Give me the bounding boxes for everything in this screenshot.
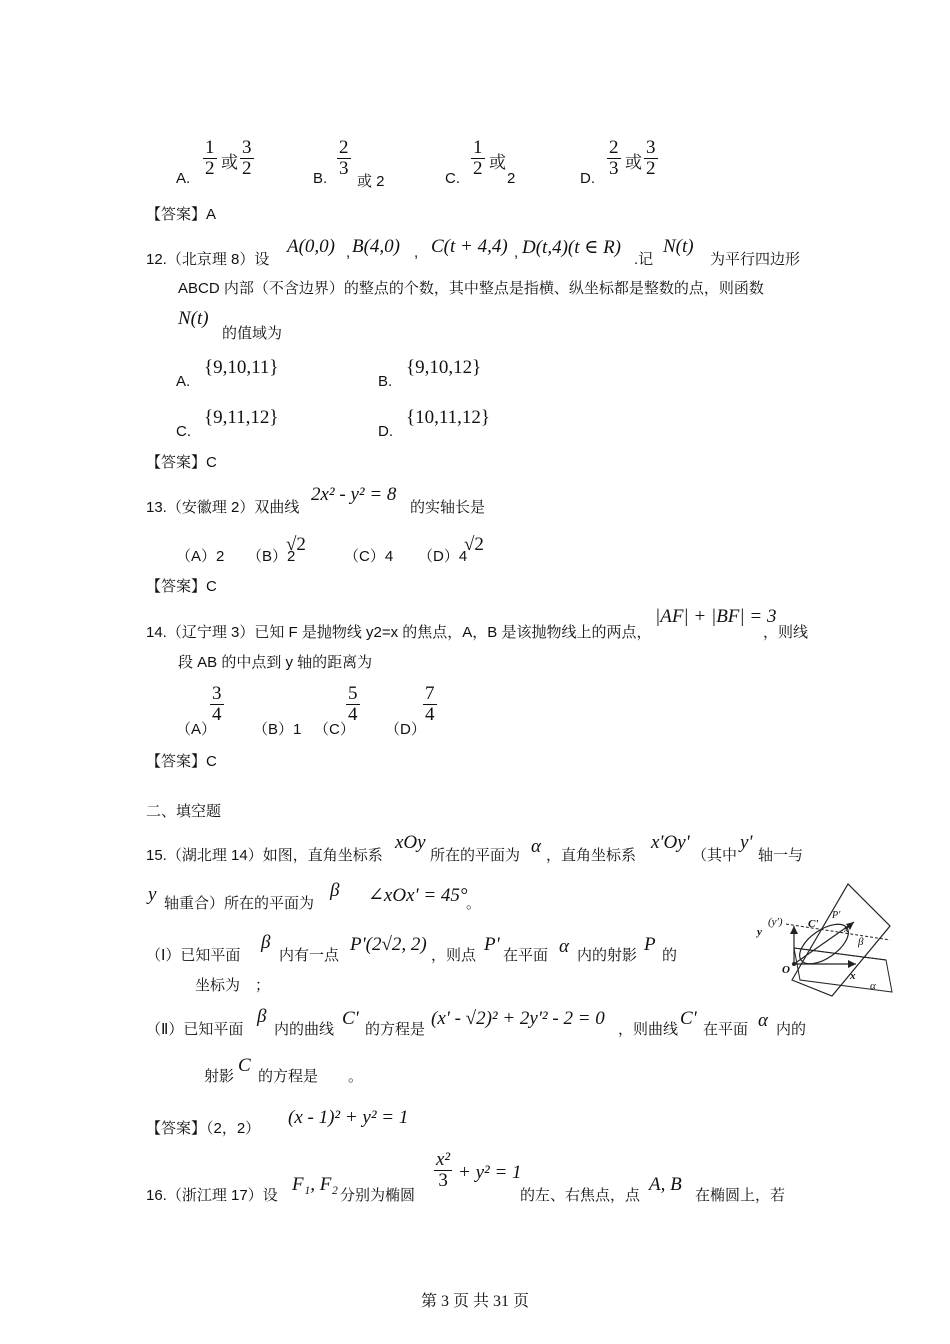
point-p: P: [644, 934, 656, 955]
option-label: A.: [176, 170, 191, 187]
q15-part2-line2: [204, 1055, 404, 1085]
fig-label-pprime: P': [832, 910, 841, 921]
text: 内的: [776, 1021, 807, 1038]
curve-c-prime: C': [342, 1008, 359, 1029]
fraction: $\frac{3}{2}$: [646, 137, 656, 179]
text: ，直角坐标系: [546, 847, 637, 864]
point-d: D(t,4)(t ∈ R): [522, 237, 622, 258]
sqrt-two: √2: [464, 534, 484, 555]
fraction: $\frac{3}{2}$: [242, 137, 252, 179]
option-b: （B）1: [253, 721, 302, 738]
curve-c-prime: C': [680, 1008, 697, 1029]
q11-answer: 【答案】A: [146, 206, 217, 223]
y-prime: y': [740, 832, 753, 853]
distance-equation: |AF| + |BF| = 3: [655, 606, 777, 627]
text: 在平面: [503, 947, 549, 964]
text: 内有一点: [279, 947, 340, 964]
text: 内的射影: [577, 947, 638, 964]
text: ，则曲线: [618, 1021, 679, 1038]
q15-answer: [146, 1105, 446, 1135]
question-tail: 的实轴长是: [410, 499, 486, 516]
alpha: α: [758, 1010, 768, 1031]
fig-label-cprime: C': [808, 918, 819, 930]
option-label: B.: [378, 373, 393, 390]
option-value: {9,11,12}: [204, 407, 279, 428]
option-label: D.: [378, 423, 393, 440]
point-a: A(0,0): [287, 236, 336, 257]
q14-line1: [146, 606, 809, 641]
q16-line: [146, 1150, 808, 1206]
line1-tail: 为平行四边形: [710, 251, 801, 268]
page-footer: 第 3 页 共 31 页: [420, 1293, 529, 1310]
fraction: $\frac{1}{2}$: [205, 137, 215, 179]
beta: β: [257, 1006, 267, 1027]
text: 所在的平面为: [430, 847, 521, 864]
text: 的左、右焦点，点: [520, 1187, 641, 1204]
alpha: α: [531, 836, 541, 857]
point-b: B(4,0): [352, 236, 401, 257]
answer-text: 【答案】（2，2）: [146, 1120, 261, 1137]
option-label: D.: [580, 170, 595, 187]
fraction: $\frac{5}{4}$: [348, 683, 358, 725]
ellipse-equation-tail: + y² = 1: [458, 1162, 522, 1183]
comma: ,: [414, 244, 419, 261]
hyperbola-equation: 2x² - y² = 8: [311, 484, 397, 505]
question-text: 13.（安徽理 2）双曲线: [146, 499, 300, 516]
option-label: B.: [313, 170, 328, 187]
q14-line2: 段 AB 的中点到 y 轴的距离为: [178, 654, 373, 671]
option-a-label: （A）: [176, 721, 217, 738]
q13-answer: 【答案】C: [146, 578, 217, 595]
period: 。: [466, 895, 482, 912]
q15-part2: [146, 1006, 808, 1040]
text: （其中: [692, 847, 738, 864]
q12-line3: [178, 308, 378, 342]
n-of-t: N(t): [178, 308, 209, 329]
xoy: xOy: [395, 832, 426, 853]
text: 分别为椭圆: [340, 1187, 416, 1204]
option-c: （C）4: [344, 548, 394, 565]
q12-answer: 【答案】C: [146, 454, 217, 471]
point-p-prime: P'(2√2, 2): [350, 934, 427, 955]
n-of-t: N(t): [663, 236, 694, 257]
question-number: 12.（北京理 8）设: [146, 251, 270, 268]
question-text: 16.（浙江理 17）设: [146, 1187, 278, 1204]
fig-label-alpha: α: [870, 980, 876, 992]
q15-line2: [146, 880, 486, 912]
text: 在平面: [703, 1021, 749, 1038]
ji-text: .记: [634, 251, 654, 268]
option-d: （D）4: [418, 548, 468, 565]
q14-answer: 【答案】C: [146, 753, 217, 770]
q13-line: [146, 484, 546, 514]
fig-label-o: O: [782, 964, 790, 976]
text: 射影: [204, 1068, 235, 1085]
option-label: C.: [445, 170, 460, 187]
or-text: 或: [221, 153, 238, 172]
q12-line1: [146, 236, 808, 266]
curve-c: C: [238, 1055, 251, 1076]
text: 的方程是: [365, 1021, 426, 1038]
option-value: {9,10,11}: [204, 357, 279, 378]
text: 轴重合）所在的平面为: [164, 895, 315, 912]
alpha: α: [559, 936, 569, 957]
tail-text: 或 2: [357, 173, 385, 190]
point-c: C(t + 4,4): [431, 236, 508, 257]
q15-figure: [752, 880, 898, 1000]
fig-label-xprime: x': [844, 924, 851, 935]
option-b: （B）2: [247, 548, 296, 565]
fraction: $\frac{7}{4}$: [425, 683, 435, 725]
sqrt-two: √2: [286, 534, 306, 555]
option-d-label: （D）: [385, 721, 426, 738]
foci: F₁, F₂: [292, 1174, 338, 1195]
fig-label-yprime: (y'): [768, 916, 783, 928]
fraction: $\frac{3}{4}$: [212, 683, 222, 725]
question-text: 14.（辽宁理 3）已知 F 是抛物线 y2=x 的焦点，A，B 是该抛物线上的两点，: [146, 624, 652, 641]
option-label: C.: [176, 423, 191, 440]
option-value: {9,10,12}: [406, 357, 482, 378]
option-label: A.: [176, 373, 191, 390]
curve-equation: (x' - √2)² + 2y'² - 2 = 0: [431, 1008, 605, 1029]
text: 的: [662, 947, 678, 964]
answer-equation: (x - 1)² + y² = 1: [288, 1107, 409, 1128]
fraction: $\frac{2}{3}$: [609, 137, 619, 179]
planes-diagram: [752, 880, 898, 1000]
text: 内的曲线: [274, 1021, 335, 1038]
line3-tail: 的值域为: [222, 325, 283, 342]
option-a: （A）2: [176, 548, 225, 565]
or-text: 或: [625, 153, 642, 172]
text: ，则点: [431, 947, 477, 964]
tail-text: 2: [507, 170, 516, 187]
text: 轴一与: [758, 847, 804, 864]
q12-line2: ABCD 内部（不含边界）的整点的个数，其中整点是指横、纵坐标都是整数的点，则函数: [178, 280, 764, 297]
line1-tail: ，则线: [763, 624, 809, 641]
section-heading: 二、填空题: [146, 803, 222, 820]
option-value: {10,11,12}: [406, 407, 491, 428]
text: 的方程是 。: [258, 1068, 364, 1085]
text: 在椭圆上，若: [695, 1187, 786, 1204]
question-text: 15.（湖北理 14）如图，直角坐标系: [146, 847, 383, 864]
fig-label-beta: β: [858, 936, 864, 948]
fig-label-x: x: [850, 970, 856, 982]
y: y: [148, 884, 157, 905]
xprime-oy: x'Oy': [651, 832, 690, 853]
angle-equation: ∠xOx' = 45°: [368, 885, 468, 906]
q14-options: [176, 683, 476, 738]
or-text: 或: [489, 153, 506, 172]
q15-part1: [146, 932, 686, 964]
beta: β: [330, 880, 340, 901]
fraction: $\frac{2}{3}$: [339, 137, 349, 179]
fig-label-y: y: [757, 926, 762, 938]
option-c-label: （C）: [314, 721, 355, 738]
text: （Ⅰ）已知平面: [146, 947, 241, 964]
q15-line1: [146, 832, 808, 864]
fraction: $\frac{1}{2}$: [473, 137, 483, 179]
comma: ,: [346, 244, 351, 261]
beta: β: [261, 932, 271, 953]
q13-options: [176, 534, 516, 564]
p-prime: P': [484, 934, 500, 955]
text: （Ⅱ）已知平面: [146, 1021, 244, 1038]
points-ab: A, B: [649, 1174, 682, 1195]
fraction: $\frac{\text{x²}}{3}$: [436, 1149, 451, 1191]
comma: ,: [514, 244, 519, 261]
q15-part1-line2: 坐标为 ；: [195, 977, 271, 994]
